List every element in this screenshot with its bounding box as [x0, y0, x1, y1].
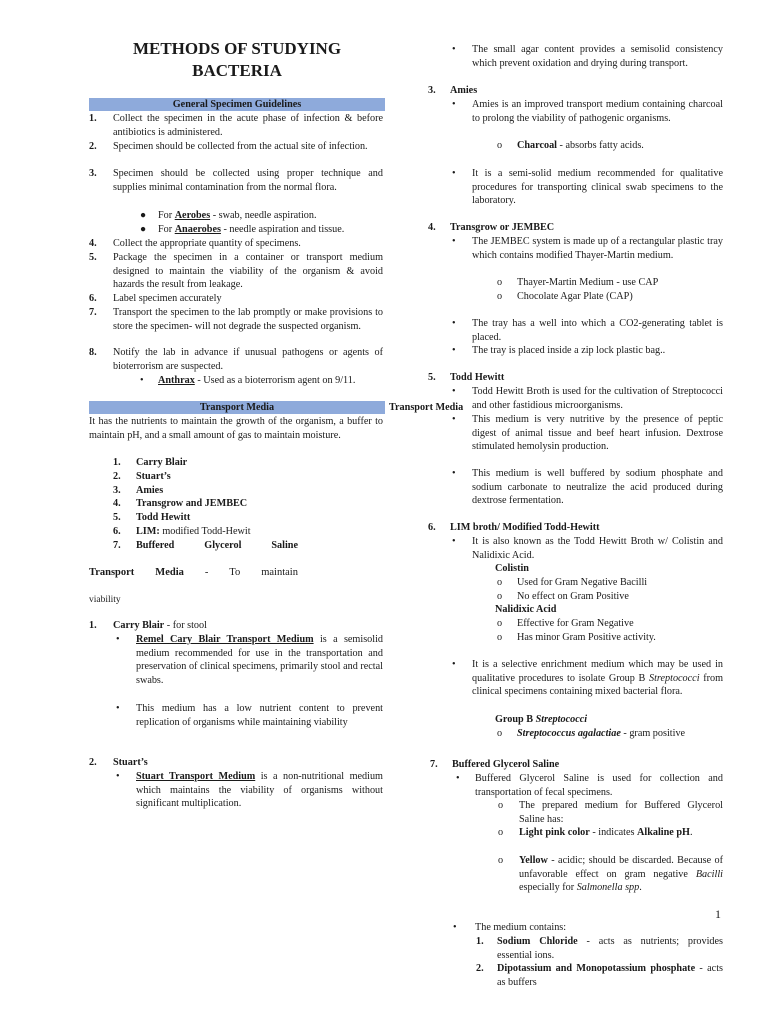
bullet-icon: • — [452, 659, 456, 670]
bullet-icon: • — [116, 771, 120, 782]
lim-nalidixic: Nalidixic Acid — [495, 604, 557, 615]
circle-bullet-icon: o — [497, 591, 503, 602]
todd-bullet-2: This medium is very nutritive by the presence of peptic digest of animal tissue and beef heart infusion. Dextrose stimulated hemolysin production. — [472, 414, 723, 453]
carry-blair-heading: Carry Blair - for stool — [113, 620, 207, 631]
amies-heading: Amies — [450, 85, 478, 96]
transgrow-bullet-3: The tray is placed inside a zip lock plastic bag.. — [472, 345, 666, 356]
circle-bullet-icon: o — [497, 618, 503, 629]
todd-bullet-1: Todd Hewitt Broth is used for the cultivation of Streptococci and other fastidious microorganisms. — [472, 386, 723, 411]
amies-charcoal: Charcoal - absorbs fatty acids. — [517, 140, 644, 151]
bgs-heading: Buffered Glycerol Saline — [452, 759, 560, 770]
lim-nalidixic-1: Effective for Gram Negative — [517, 618, 634, 629]
carry-blair-bullet-1: Remel Cary Blair Transport Medium is a semisolid medium recommended for use in the transportation and preservation of clinical specimens, primarily stool and rectal swabs. — [136, 634, 384, 686]
transgrow-bullet-1: The JEMBEC system is made up of a rectangular plastic tray which contains modified Thayer-Martin medium. — [472, 236, 723, 261]
bullet-icon: ● — [140, 224, 147, 235]
media-list-item: Transgrow and JEMBEC — [136, 498, 248, 509]
guideline-anthrax: Anthrax - Used as a bioterrorism agent on 9/11. — [158, 375, 356, 386]
guideline-8: Notify the lab in advance if unusual pathogens or agents of bioterrorism are suspected. — [113, 347, 383, 372]
lim-heading: LIM broth/ Modified Todd-Hewitt — [450, 522, 600, 533]
stuarts-bullet-1: Stuart Transport Medium is a non-nutritional medium which maintains the viability of organisms without significant multiplication. — [136, 771, 383, 810]
transgrow-sub-2: Chocolate Agar Plate (CAP) — [517, 291, 633, 302]
lim-bullet-1: It is also known as the Todd Hewitt Broth w/ Colistin and Nalidixic Acid. — [472, 536, 723, 561]
guideline-anaerobes: For Anaerobes - needle aspiration and tissue. — [158, 224, 345, 235]
bullet-icon: • — [452, 318, 456, 329]
lim-sag: Streptococcus agalactiae - gram positive — [517, 728, 686, 739]
guideline-7: Transport the specimen to the lab promptly or make provisions to store the specimen- will not degrade the suspected organism. — [113, 307, 383, 332]
todd-bullet-3: This medium is well buffered by sodium phosphate and sodium carbonate to neutralize the acid produced during dextrose fermentation. — [472, 468, 723, 507]
bgs-sub-3: Yellow - acidic; should be discarded. Because of unfavorable effect on gram negative Bacilli especially for Salmonella spp. — [519, 855, 723, 894]
bullet-icon: • — [452, 414, 456, 425]
bullet-icon: • — [140, 375, 144, 386]
section-header-transport-overflow: Transport Media — [389, 402, 464, 413]
circle-bullet-icon: o — [497, 291, 503, 302]
viability-text: viability — [89, 595, 121, 605]
bullet-icon: ● — [140, 210, 147, 221]
carry-blair-bullet-2: This medium has a low nutrient content to prevent replication of organisms while maintaining viability — [136, 703, 383, 728]
guideline-4: Collect the appropriate quantity of specimens. — [113, 238, 301, 249]
bullet-icon: • — [116, 634, 120, 645]
transport-intro: It has the nutrients to maintain the growth of the organism, a buffer to maintain pH, and a small amount of gas to maintain moisture. — [89, 416, 383, 441]
bullet-icon: • — [452, 99, 456, 110]
media-list-item: Todd Hewitt — [136, 512, 191, 523]
bullet-icon: • — [452, 168, 456, 179]
bullet-icon: • — [456, 773, 460, 784]
section-header-transport: Transport Media — [89, 401, 385, 414]
circle-bullet-icon: o — [497, 632, 503, 643]
bullet-icon: • — [452, 345, 456, 356]
guideline-1: Collect the specimen in the acute phase of infection & before antibiotics is administered. — [113, 113, 383, 138]
lim-colistin-2: No effect on Gram Positive — [517, 591, 629, 602]
stuarts-heading: Stuart’s — [113, 757, 148, 768]
bullet-icon: • — [116, 703, 120, 714]
lim-colistin: Colistin — [495, 563, 529, 574]
page-number: 1 — [715, 907, 721, 921]
bullet-icon: • — [452, 536, 456, 547]
guideline-6: Label specimen accurately — [113, 293, 222, 304]
amies-bullet-2: It is a semi-solid medium recommended for qualitative procedures for transporting clinical swab specimens to the laboratory. — [472, 168, 723, 207]
bgs-sub-2: Light pink color - indicates Alkaline pH. — [519, 827, 693, 838]
bgs-contains-1: Sodium Chloride - acts as nutrients; provides essential ions. — [497, 936, 723, 961]
lim-bullet-2: It is a selective enrichment medium which may be used in qualitative procedures to isolate Group B Streptococci from clinical specimens containing mixed bacterial flora. — [472, 659, 723, 698]
circle-bullet-icon: o — [498, 827, 504, 838]
lim-nalidixic-2: Has minor Gram Positive activity. — [517, 632, 656, 643]
media-list-item: Carry Blair — [136, 457, 188, 468]
circle-bullet-icon: o — [497, 728, 503, 739]
bullet-icon: • — [452, 468, 456, 479]
page-title: METHODS OF STUDYING BACTERIA — [132, 39, 342, 80]
media-list-item: LIM: modified Todd-Hewit — [136, 526, 251, 537]
bullet-icon: • — [453, 922, 457, 933]
transgrow-sub-1: Thayer-Martin Medium - use CAP — [517, 277, 659, 288]
circle-bullet-icon: o — [498, 855, 504, 866]
circle-bullet-icon: o — [497, 277, 503, 288]
transgrow-heading: Transgrow or JEMBEC — [450, 222, 555, 233]
todd-heading: Todd Hewitt — [450, 372, 505, 383]
guideline-aerobes: For Aerobes - swab, needle aspiration. — [158, 210, 317, 221]
circle-bullet-icon: o — [498, 800, 504, 811]
guideline-3: Specimen should be collected using proper technique and supplies minimal contamination from the normal flora. — [113, 168, 383, 193]
amies-bullet-1: Amies is an improved transport medium containing charcoal to prolong the viability of pathogenic organisms. — [472, 99, 723, 124]
media-list-item: Stuart’s — [136, 471, 171, 482]
transgrow-bullet-2: The tray has a well into which a CO2-generating tablet is placed. — [472, 318, 723, 343]
bgs-contains-2: Dipotassium and Monopotassium phosphate - acts as buffers — [497, 963, 723, 988]
bullet-icon: • — [452, 386, 456, 397]
media-list-item: Amies — [136, 485, 164, 496]
bullet-icon: • — [452, 44, 456, 55]
circle-bullet-icon: o — [497, 140, 503, 151]
bullet-icon: • — [452, 236, 456, 247]
circle-bullet-icon: o — [497, 577, 503, 588]
document-page: METHODS OF STUDYING BACTERIA General Specimen Guidelines 1. Collect the specimen in the acute phase of infection & before antibiotics is administered. 2. Specimen should be collected from the actual site of infection. 3. Specimen should be collected using proper technique and supplies minimal contamination from the normal flora. ● For Aerobes - swab, needle aspiration. ● For Anaerobes - needle aspiration and tissue. 4. Collect the appropriate quantity of specimens. 5. Package the specimen in a container or transport medium designed to maintain the viability of the organism & avoid hazards the result from leakage. 6. Label specimen accurately 7. Transport the specimen to the lab promptly or make provisions to store the specimen- will not degrade the suspected organism. 8. Notify the lab in advance if unusual pathogens or agents of bioterrorism are suspected. • Anthrax - Used as a bioterrorism agent on 9/11. Transport Media Transport Media It has the nutrients to maintain the growth of the organism, a buffer to maintain pH, and a small amount of gas to maintain moisture. 1. Carry Blair 2. Stuart’s 3. Amies 4. Transgrow and JEMBEC 5. Todd Hewitt 6. LIM: modified Todd-Hewit 7. Buffered Glycerol Saline Transport Media - To maintain viability 1. Carry Blair - for stool • Remel Cary Blair Transport Medium is a semisolid medium recommended for use in the transportation and preservation of clinical specimens, primarily stool and rectal swabs. • This medium has a low nutrient content to prevent replication of organisms while maintaining viability 2. Stuart’s • Stuart Transport Medium is a non-nutritional medium which maintains the viability of organisms without significant multiplication. • The small agar content provides a semisolid consistency which prevent oxidation and drying during transport. 3. Amies • Amies is an improved transport medium containing charcoal to prolong the viability of pathogenic organisms. o Charcoal - absorbs fatty acids. • It is a semi-solid medium recommended for qualitative procedures for transporting clinical swab specimens to the laboratory. 4. Transgrow or JEMBEC • The JEMBEC system is made up of a rectangular plastic tray which contains modified Thayer-Martin medium. o Thayer-Martin Medium - use CAP o Chocolate Agar Plate (CAP) • The tray has a well into which a CO2-generating tablet is placed. • The tray is placed inside a zip lock plastic bag.. 5. Todd Hewitt • Todd Hewitt Broth is used for the cultivation of Streptococci and other fastidious microorganisms. • This medium is very nutritive by the presence of peptic digest of animal tissue and beef heart infusion. Dextrose stimulated hemolysin production. • This medium is well buffered by sodium phosphate and sodium carbonate to neutralize the acid produced during dextrose fermentation. 6. LIM broth/ Modified Todd-Hewitt • It is also known as the Todd Hewitt Broth w/ Colistin and Nalidixic Acid. Colistin o Used for Gram Negative Bacilli o No effect on Gram Positive Nalidixic Acid o Effective for Gram Negative o Has minor Gram Positive activity. • It is a selective enrichment medium which may be used in qualitative procedures to isolate Group B Streptococci from clinical specimens containing mixed bacterial flora. Group B Streptococci o Streptococcus agalactiae - gram positive 7. Buffered Glycerol Saline • Buffered Glycerol Saline is used for collection and transportation of fecal specimens. o The prepared medium for Buffered Glycerol Saline has: o Light pink color - indicates Alkaline pH. o Yellow - acidic; should be discarded. Because of unfavorable effect on gram negative Bacilli especially for Salmonella spp. 1 • The medium contains: 1. Sodium Chloride - acts as nutrients; provides essential ions. 2. Dipotassium and Monopotassium phosphate - acts as buffers — [89, 39, 723, 988]
guideline-2: Specimen should be collected from the actual site of infection. — [113, 141, 368, 152]
bgs-bullet-2: The medium contains: — [475, 922, 567, 933]
lim-colistin-1: Used for Gram Negative Bacilli — [517, 577, 648, 588]
media-list-item: Buffered Glycerol Saline — [136, 540, 298, 551]
bgs-sub-1: The prepared medium for Buffered Glycerol Saline has: — [519, 800, 723, 825]
transport-media-line: Transport Media - To maintain — [89, 567, 298, 578]
section-header-general: General Specimen Guidelines — [89, 98, 385, 111]
bgs-bullet-1: Buffered Glycerol Saline is used for collection and transportation of fecal specimens. — [475, 773, 723, 798]
lim-groupb: Group B Streptococci — [495, 714, 588, 725]
stuarts-bullet-2: The small agar content provides a semisolid consistency which prevent oxidation and drying during transport. — [472, 44, 723, 69]
guideline-5: Package the specimen in a container or transport medium designed to maintain the viability of the organism & avoid hazards the result from leakage. — [113, 252, 383, 291]
